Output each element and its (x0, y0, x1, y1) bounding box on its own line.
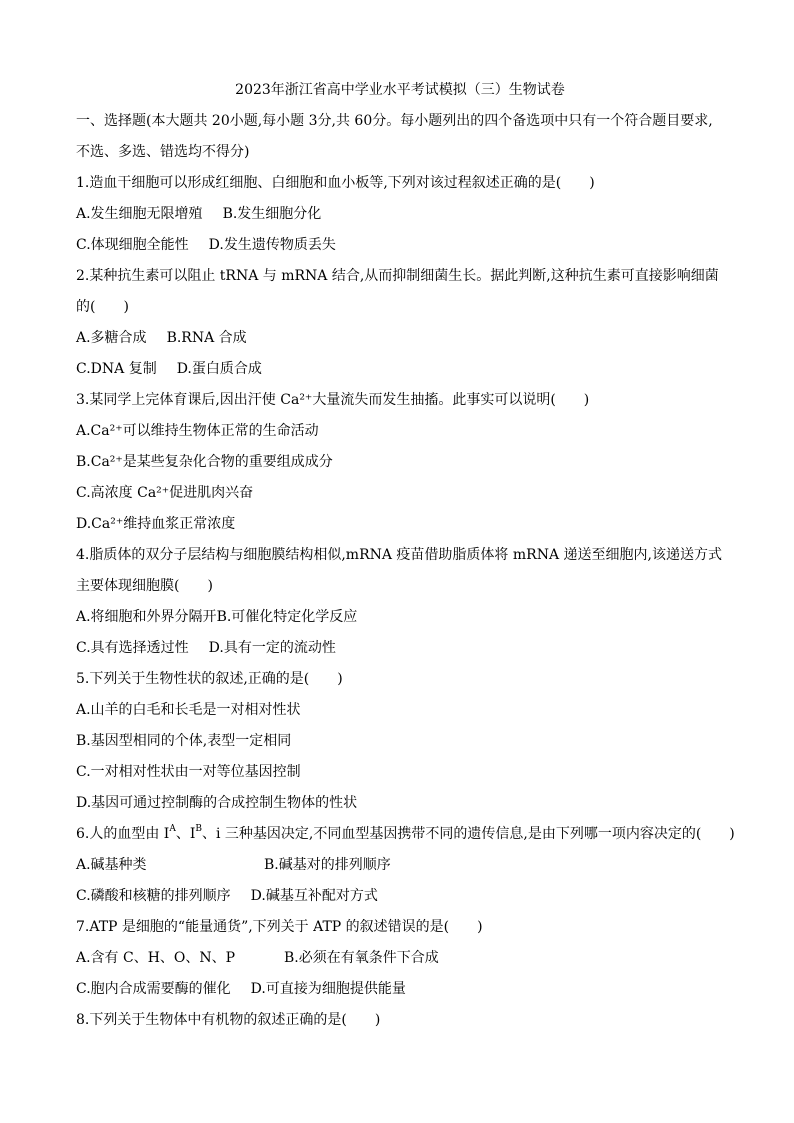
question-6-option-b: B.碱基对的排列顺序 (264, 857, 391, 873)
question-7-options-row-1 (76, 943, 724, 974)
question-6-allele-a-superscript: A (169, 824, 176, 835)
question-6-stem-suffix: 、i 三种基因决定,不同血型基因携带不同的遗传信息,是由下列哪一项内容决定的( ) (202, 826, 735, 842)
question-6-stem-prefix: 6.人的血型由 I (76, 826, 170, 842)
question-6-stem (76, 819, 735, 850)
question-2-option-d: D.蛋白质合成 (176, 361, 262, 377)
question-2-option-b: B.RNA 合成 (166, 330, 247, 346)
question-1-option-a: A.发生细胞无限增殖 (76, 206, 203, 222)
question-2-options-row-2 (76, 354, 724, 385)
question-1-stem: 1.造血干细胞可以形成红细胞、白细胞和血小板等,下列对该过程叙述正确的是( ) (76, 175, 595, 191)
question-2-stem: 2.某种抗生素可以阻止 tRNA 与 mRNA 结合,从而抑制细菌生长。据此判断,这种抗生素可直接影响细菌的( ) (76, 268, 719, 315)
question-1-option-d: D.发生遗传物质丢失 (208, 237, 336, 253)
question-4-option-b: B.可催化特定化学反应 (216, 609, 358, 625)
question-3-option-a: A.Ca²⁺可以维持生物体正常的生命活动 (76, 423, 319, 439)
question-7-option-a: A.含有 C、H、O、N、P (76, 950, 236, 966)
question-5-stem: 5.下列关于生物性状的叙述,正确的是( ) (76, 671, 343, 687)
question-1-option-b: B.发生细胞分化 (222, 206, 322, 222)
question-4-option-a: A.将细胞和外界分隔开 (76, 609, 217, 625)
question-4-options-row-2 (76, 633, 724, 664)
question-5-option-d: D.基因可通过控制酶的合成控制生物体的性状 (76, 795, 358, 811)
question-6-option-a: A.碱基种类 (76, 857, 147, 873)
question-7-option-c: C.胞内合成需要酶的催化 (76, 981, 231, 997)
question-3-option-c: C.高浓度 Ca²⁺促进肌肉兴奋 (76, 485, 254, 501)
question-1-options-row-1 (76, 199, 724, 230)
exam-page (76, 78, 735, 1036)
question-4-option-d: D.具有一定的流动性 (208, 640, 336, 656)
question-6-allele-b-superscript: B (195, 824, 202, 835)
question-7-option-b: B.必须在有氧条件下合成 (284, 950, 439, 966)
question-5-option-b: B.基因型相同的个体,表型一定相同 (76, 733, 292, 749)
question-8-stem: 8.下列关于生物体中有机物的叙述正确的是( ) (76, 1012, 381, 1028)
question-4-option-c: C.具有选择透过性 (76, 640, 189, 656)
question-2-options-row-1 (76, 323, 724, 354)
question-3-option-d: D.Ca²⁺维持血浆正常浓度 (76, 516, 236, 532)
section-heading: 一、选择题(本大题共 20小题,每小题 3分,共 60分。每小题列出的四个备选项中只有一个符合题目要求,不选、多选、错选均不得分) (76, 113, 713, 160)
question-6-stem-mid: 、I (175, 826, 196, 842)
question-6-options-row-1 (76, 850, 724, 881)
question-7-options-row-2 (76, 974, 724, 1005)
question-4-options-row-1 (76, 602, 724, 633)
question-2-option-c: C.DNA 复制 (76, 361, 157, 377)
question-6-option-c: C.磷酸和核糖的排列顺序 (76, 888, 231, 904)
question-1-option-c: C.体现细胞全能性 (76, 237, 189, 253)
question-2-option-a: A.多糖合成 (76, 330, 147, 346)
question-5-option-c: C.一对相对性状由一对等位基因控制 (76, 764, 301, 780)
question-7-stem: 7.ATP 是细胞的“能量通货”,下列关于 ATP 的叙述错误的是( ) (76, 919, 483, 935)
question-3-stem: 3.某同学上完体育课后,因出汗使 Ca²⁺大量流失而发生抽搐。此事实可以说明( ) (76, 392, 590, 408)
question-6-options-row-2 (76, 881, 724, 912)
exam-title: 2023年浙江省高中学业水平考试模拟（三）生物试卷 (235, 82, 565, 98)
question-3-option-b: B.Ca²⁺是某些复杂化合物的重要组成成分 (76, 454, 333, 470)
question-4-stem: 4.脂质体的双分子层结构与细胞膜结构相似,mRNA 疫苗借助脂质体将 mRNA 递送至细胞内,该递送方式主要体现细胞膜( ) (76, 547, 722, 594)
question-6-option-d: D.碱基互补配对方式 (250, 888, 378, 904)
question-7-option-d: D.可直接为细胞提供能量 (250, 981, 406, 997)
question-5-option-a: A.山羊的白毛和长毛是一对相对性状 (76, 702, 301, 718)
question-1-options-row-2 (76, 230, 724, 261)
